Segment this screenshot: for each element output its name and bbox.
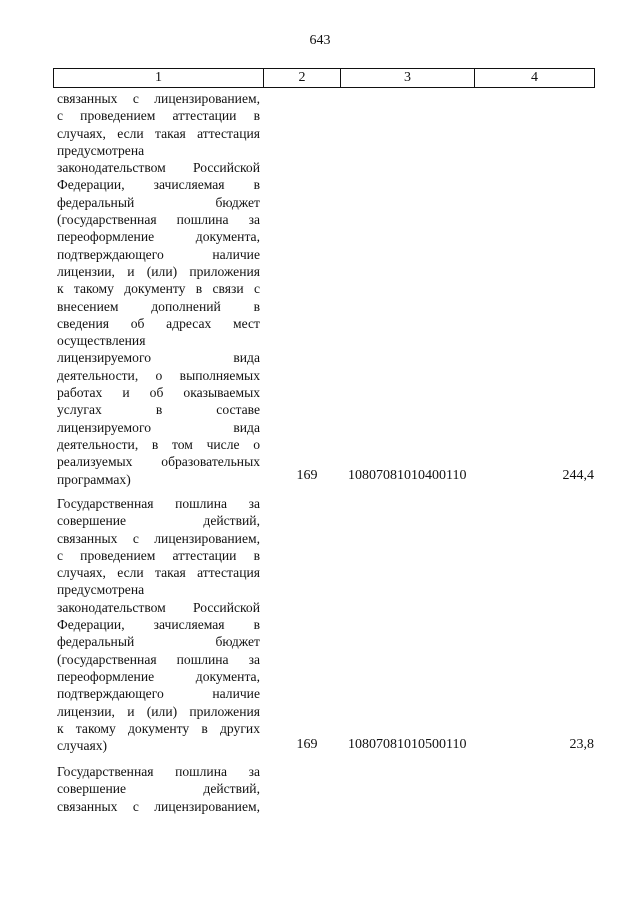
amount: 244,4 [562,468,594,483]
desc-line: с проведением аттестации в [57,108,260,124]
row-description [57,90,260,488]
desc-line: деятельности, о выполняемых [57,367,260,383]
desc-line: работах и об оказываемых [57,385,260,401]
header-col-3: 3 [341,69,475,87]
desc-line: программах) [57,471,131,487]
desc-line: Государственная пошлина за [57,496,260,511]
desc-line: случаях, если такая аттестация [57,125,260,141]
desc-line: лицензируемого вида [57,419,260,435]
page-number: 643 [309,33,331,48]
desc-line: услугах в составе [57,402,260,418]
desc-line: подтверждающего наличие [57,686,260,702]
desc-line: деятельности, в том числе о [57,436,260,452]
desc-line: лицензии, и (или) приложения [57,703,260,719]
desc-line: Государственная пошлина за [57,764,260,779]
desc-line: переоформление документа, [57,668,260,684]
desc-line: связанных с лицензированием, [57,530,260,546]
desc-line: (государственная пошлина за [57,212,260,228]
desc-line: федеральный бюджет [57,634,260,650]
desc-line: осуществления [57,333,146,349]
row-description [57,763,260,815]
desc-line: к такому документу в других [57,720,260,736]
desc-line: законодательством Российской [57,160,260,176]
desc-line: Федерации, зачисляемая в [57,617,260,633]
desc-line: внесением дополнений в [57,298,260,314]
desc-line: переоформление документа, [57,229,260,245]
desc-line: к такому документу в связи с [57,281,260,297]
desc-line: случаях) [57,738,108,754]
desc-line: реализуемых образовательных [57,454,260,470]
header-col-4: 4 [531,70,538,85]
header-col-1: 1 [54,69,264,87]
desc-line: Федерации, зачисляемая в [57,177,260,193]
desc-line: подтверждающего наличие [57,246,260,262]
admin-code: 169 [296,468,318,483]
admin-code: 169 [296,737,318,752]
desc-line: с проведением аттестации в [57,547,260,563]
desc-line: связанных с лицензированием, [57,91,260,106]
desc-line: совершение действий, [57,781,260,797]
desc-line: (государственная пошлина за [57,651,260,667]
desc-line: предусмотрена [57,142,145,158]
desc-line: предусмотрена [57,582,145,598]
desc-line: законодательством Российской [57,599,260,615]
row-description [57,495,260,754]
amount: 23,8 [569,737,594,752]
desc-line: лицензии, и (или) приложения [57,263,260,279]
desc-line: связанных с лицензированием, [57,798,260,814]
header-col-2: 2 [264,69,341,87]
desc-line: лицензируемого вида [57,350,260,366]
desc-line: федеральный бюджет [57,194,260,210]
kbk-code: 10807081010400110 [348,468,467,483]
desc-line: случаях, если такая аттестация [57,565,260,581]
table-header [53,68,595,88]
kbk-code: 10807081010500110 [348,737,467,752]
desc-line: сведения об адресах мест [57,315,260,331]
desc-line: совершение действий, [57,513,260,529]
